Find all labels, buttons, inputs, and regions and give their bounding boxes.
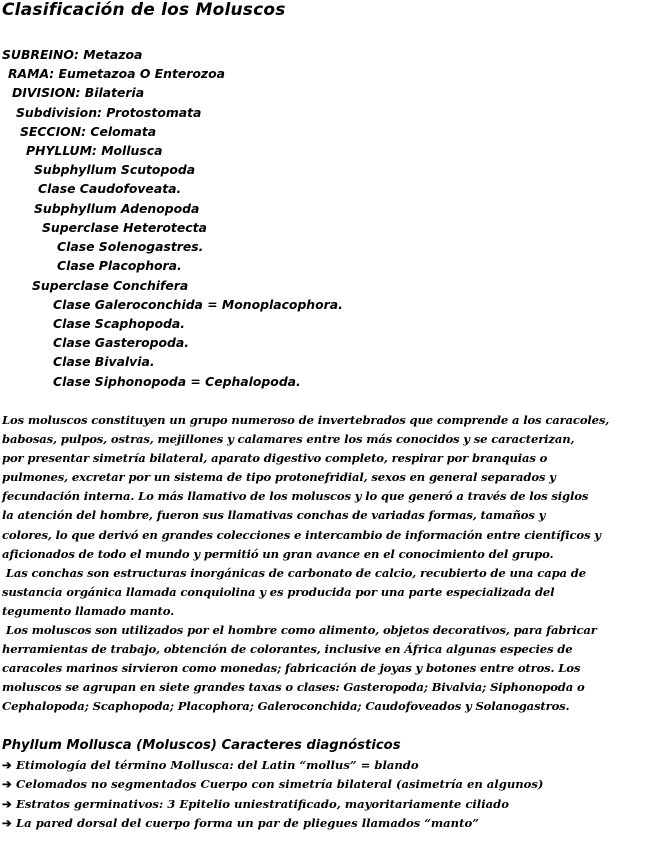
bullet-item: [2, 795, 543, 814]
page-title: Clasificación de los Moluscos: [2, 0, 286, 20]
bullet-item: [2, 775, 543, 794]
body-paragraphs: [2, 411, 655, 717]
taxonomy-line-superclase-heterotecta: Superclase Heterotecta: [42, 220, 207, 235]
bullet-text: Celomados no segmentados Cuerpo con simetría bilateral (asimetría en algunos): [16, 777, 544, 792]
bullet-text: Estratos germinativos: 3 Epitelio uniestratificado, mayoritariamente ciliado: [16, 796, 509, 811]
paragraph-line: tegumento llamado manto.: [2, 603, 174, 618]
arrow-right-icon: ➔: [2, 816, 12, 831]
section-title: Phyllum Mollusca (Moluscos) Caracteres diagnósticos: [2, 738, 401, 753]
paragraph-line: herramientas de trabajo, obtención de colorantes, inclusive en África algunas especies de: [2, 642, 573, 657]
taxonomy-line-subdivision: Subdivision: Protostomata: [16, 105, 202, 120]
paragraph-line: Los moluscos son utilizados por el hombre como alimento, objetos decorativos, para fabricar: [2, 623, 597, 638]
taxonomy-line-rama: RAMA: Eumetazoa O Enterozoa: [8, 66, 225, 81]
paragraph-line: colores, lo que derivó en grandes colecciones e intercambio de información entre científicos y: [2, 527, 601, 542]
bullet-item: [2, 756, 543, 775]
bullet-text: Etimología del término Mollusca: del Latin “mollus” = blando: [16, 758, 419, 772]
bullet-item: [2, 814, 543, 833]
bullet-text: La pared dorsal del cuerpo forma un par de pliegues llamados “manto”: [16, 816, 479, 831]
paragraph-line: Las conchas son estructuras inorgánicas de carbonato de calcio, recubierto de una capa de: [2, 565, 586, 580]
taxonomy-line-superclase-conchifera: Superclase Conchifera: [32, 278, 189, 293]
paragraph-line: Los moluscos constituyen un grupo numeroso de invertebrados que comprende a los caracoles,: [2, 413, 610, 427]
paragraph-line: moluscos se agrupan en siete grandes taxas o clases: Gasteropoda; Bivalvia; Siphonopoda o: [2, 680, 585, 695]
taxonomy-line-subphyllum-scutopoda: Subphyllum Scutopoda: [34, 162, 196, 177]
taxonomy-line-clase-solenogastres: Clase Solenogastres.: [57, 239, 204, 254]
paragraph-line: caracoles marinos sirvieron como monedas; fabricación de joyas y botones entre otros. Los: [2, 661, 581, 676]
taxonomy-line-clase-siphonopoda: Clase Siphonopoda = Cephalopoda.: [53, 374, 301, 389]
paragraph-line: fecundación interna. Lo más llamativo de los moluscos y lo que generó a través de los siglos: [2, 489, 589, 504]
taxonomy-line-subphyllum-adenopoda: Subphyllum Adenopoda: [34, 201, 200, 216]
paragraph-line: babosas, pulpos, ostras, mejillones y calamares entre los más conocidos y se caracterizan,: [2, 432, 575, 447]
paragraph-line: aficionados de todo el mundo y permitió un gran avance en el conocimiento del grupo.: [2, 546, 554, 561]
taxonomy-line-clase-bivalvia: Clase Bivalvia.: [53, 354, 155, 369]
taxonomy-line-clase-gasteropoda: Clase Gasteropoda.: [53, 335, 189, 350]
arrow-right-icon: ➔: [2, 758, 12, 772]
arrow-right-icon: ➔: [2, 796, 12, 811]
paragraph-line: sustancia orgánica llamada conquiolina y es producida por una parte especializada del: [2, 584, 555, 599]
arrow-right-icon: ➔: [2, 777, 12, 792]
paragraph-line: por presentar simetría bilateral, aparato digestivo completo, respirar por branquias o: [2, 451, 548, 466]
taxonomy-line-phyllum: PHYLLUM: Mollusca: [26, 143, 163, 158]
taxonomy-line-clase-caudofoveata: Clase Caudofoveata.: [38, 181, 182, 196]
taxonomy-line-clase-scaphopoda: Clase Scaphopoda.: [53, 316, 185, 331]
taxonomy-line-clase-placophora: Clase Placophora.: [57, 258, 182, 273]
paragraph-line: pulmones, excretar por un sistema de tipo protonefridial, sexos en general separados y: [2, 470, 556, 485]
taxonomy-line-subreino: SUBREINO: Metazoa: [2, 47, 143, 62]
paragraph-line: Cephalopoda; Scaphopoda; Placophora; Galeroconchida; Caudofoveados y Solanogastros.: [2, 699, 570, 714]
taxonomy-line-clase-galeroconchida: Clase Galeroconchida = Monoplacophora.: [53, 297, 343, 312]
paragraph-line: la atención del hombre, fueron sus llamativas conchas de variadas formas, tamaños y: [2, 508, 546, 523]
taxonomy-line-division: DIVISION: Bilateria: [12, 85, 145, 100]
diagnostic-bullet-list: [2, 756, 543, 834]
taxonomy-line-seccion: SECCION: Celomata: [20, 124, 157, 139]
